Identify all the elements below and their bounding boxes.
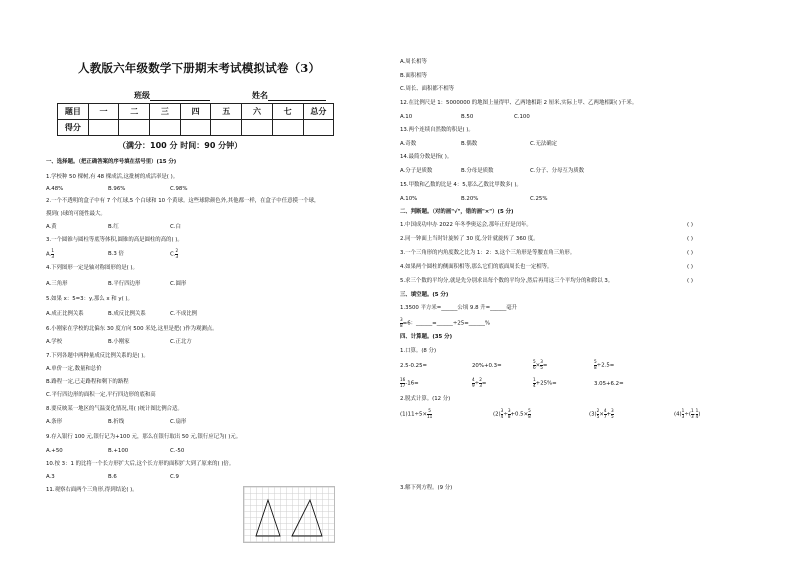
option[interactable]: B.50: [461, 114, 474, 120]
option[interactable]: A.10: [400, 114, 413, 120]
numerator: 1: [533, 377, 536, 382]
fraction: [696, 409, 699, 419]
calc-item[interactable]: (2) $\frac{3}{4}$ ÷ $\frac{3}{8}$ +0.5× $\frac{5}{8}$: [493, 408, 531, 419]
option[interactable]: C.9: [170, 474, 179, 480]
score-cell[interactable]: [180, 120, 211, 136]
header-cell: 四: [180, 104, 211, 120]
section-heading: 三、填空题。(5 分): [400, 292, 449, 298]
fraction: [51, 249, 54, 259]
fraction: [427, 409, 432, 419]
row-label: 得分: [58, 120, 89, 136]
score-table-header: [58, 104, 334, 120]
denominator: 6: [533, 364, 536, 370]
option[interactable]: B.平行四边形: [108, 281, 141, 287]
option[interactable]: C.分子、分母互为质数: [530, 168, 584, 174]
statement: 3.一个三角形的内角度数之比为 1：2：3,这个三角形是等腰直角三角形。: [400, 250, 576, 256]
numerator: 5: [528, 408, 531, 413]
fraction: [472, 378, 475, 388]
header-cell: 一: [88, 104, 119, 120]
question-text: 6.小刚家在学校的北偏东 30 度方向 500 米处,这里是把( )作为观测点。: [46, 326, 218, 332]
class-label: 班级: [134, 91, 150, 100]
option[interactable]: B.20%: [461, 196, 479, 202]
option-label: C.: [170, 251, 176, 258]
option[interactable]: B.+100: [108, 448, 129, 454]
triangle-right: [292, 500, 322, 536]
numerator: 2: [175, 248, 179, 253]
numerator: 3: [400, 317, 403, 322]
option[interactable]: A.3: [46, 474, 55, 480]
option-label: A.: [46, 251, 52, 258]
question-text: 8.要反映某一地区的气温变化情况,用( )统计图比例合适。: [46, 406, 183, 412]
denominator: 8: [594, 364, 597, 370]
option[interactable]: A.分子是质数: [400, 168, 433, 174]
score-cell[interactable]: [150, 120, 181, 136]
fraction: [528, 409, 531, 419]
statement: 1.中国成功申办 2022 年冬季奥运会,那年正好是闰年。: [400, 222, 532, 228]
numerator: 1: [51, 248, 54, 253]
denominator: 8: [507, 413, 511, 419]
denominator: 4: [533, 382, 536, 388]
score-cell[interactable]: [242, 120, 273, 136]
numerator: 3: [507, 408, 511, 413]
denominator: 3: [51, 253, 54, 259]
question-text: 3.一个圆锥与圆柱等底等体积,圆锥的高是圆柱的高的( )。: [46, 237, 183, 243]
answer-paren[interactable]: ( ): [687, 264, 693, 270]
option[interactable]: C.周长、面积都不相等: [400, 86, 454, 92]
score-cell[interactable]: [272, 120, 303, 136]
score-cell[interactable]: [211, 120, 242, 136]
equals: =: [542, 362, 548, 369]
class-field: [134, 90, 210, 101]
option[interactable]: [170, 249, 178, 259]
numerator: 2: [479, 377, 482, 382]
header-cell: 总分: [303, 104, 334, 120]
question-text: 2.一个不透明的盒子中有 7 个红球,5 个白球和 10 个黄球。这些球除颜色外,其他都一样，在盒子中任意摸一个球，: [46, 198, 320, 204]
option[interactable]: B.折线: [108, 419, 125, 425]
fraction: [611, 409, 614, 419]
option[interactable]: C.圆形: [170, 281, 187, 287]
option[interactable]: C.无法确定: [530, 141, 558, 147]
option[interactable]: C.100: [514, 114, 530, 120]
answer-paren[interactable]: ( ): [687, 250, 693, 256]
option[interactable]: B.红: [108, 224, 119, 230]
class-input[interactable]: [150, 92, 210, 101]
header-cell: 七: [272, 104, 303, 120]
option[interactable]: C.25%: [530, 196, 548, 202]
option[interactable]: B.分母是质数: [461, 168, 494, 174]
score-cell[interactable]: [303, 120, 334, 136]
option[interactable]: B.成反比例关系: [108, 311, 146, 317]
numerator: 2: [596, 408, 600, 413]
statement: 5.求三个数的平均分,就是先分别求出每个数的平均分,然后再用这三个平均分的和除以 3。: [400, 278, 614, 284]
equals: =: [481, 380, 487, 387]
fill-question[interactable]: 1.3500 平方米=______公顷 9.8 升=______毫升: [400, 305, 518, 311]
denominator: 5: [611, 413, 614, 419]
question-text: 摸到( )球的可能性最大。: [46, 211, 106, 217]
question-text: 4.下列图形一定是轴对称图形的是( )。: [46, 265, 138, 271]
numerator: 1: [695, 408, 699, 413]
option[interactable]: A.48%: [46, 186, 64, 192]
statement: 2.同一钟面上当时针旋转了 30 度,分针就旋转了 360 度。: [400, 236, 539, 242]
numerator: 3: [540, 359, 543, 364]
statement: 4.如果两个圆柱的侧面积相等,那么它们的底面周长也一定相等。: [400, 264, 553, 270]
answer-paren[interactable]: ( ): [687, 222, 693, 228]
option[interactable]: B.6: [108, 474, 117, 480]
oral-item[interactable]: 2.5-0.25=: [400, 363, 428, 369]
numerator: 3: [500, 408, 504, 413]
denominator: 3: [175, 253, 179, 259]
fill-text: =6：______=______÷25=______%: [402, 320, 491, 327]
numerator: 5: [533, 359, 536, 364]
answer-paren[interactable]: ( ): [687, 278, 693, 284]
denominator: 7: [603, 413, 607, 419]
calc-label: (3): [589, 411, 597, 418]
oral-item[interactable]: [400, 378, 419, 388]
option[interactable]: A.成正比例关系: [46, 311, 84, 317]
numerator: 16: [400, 377, 406, 382]
calc-label: (4): [674, 411, 682, 418]
score-table-row: [58, 120, 334, 136]
fraction: [682, 409, 685, 419]
denominator: 5: [540, 364, 543, 370]
section-heading: 二、判断题。（对的画"√"，错的画"×"）(5 分): [400, 209, 514, 215]
oral-item[interactable]: [533, 378, 557, 388]
header-cell: 题目: [58, 104, 89, 120]
option[interactable]: C.不成比例: [170, 311, 198, 317]
option[interactable]: A.+50: [46, 448, 63, 454]
name-input[interactable]: [268, 92, 326, 101]
name-field: [252, 90, 326, 101]
header-cell: 六: [242, 104, 273, 120]
denominator: 8: [528, 413, 531, 419]
header-cell: 二: [119, 104, 150, 120]
option[interactable]: A.三角形: [46, 281, 68, 287]
oral-text: -16=: [405, 380, 419, 387]
option[interactable]: A.条形: [46, 419, 63, 425]
triangle-grid-figure: [243, 486, 335, 543]
sub-question: 3.解下列方程。(9 分): [400, 485, 453, 491]
denominator: 8: [400, 322, 403, 328]
denominator: 4: [695, 413, 699, 419]
fraction: [597, 409, 600, 419]
calc-item[interactable]: (3) $\frac{2}{5}$ × $\frac{4}{7}$ + $\frac{3}{5}$: [589, 408, 614, 419]
option[interactable]: B.小刚家: [108, 339, 130, 345]
denominator: 4: [500, 413, 504, 419]
denominator: 5: [596, 413, 600, 419]
oral-item[interactable]: [594, 360, 614, 370]
section-heading: 四、计算题。(35 分): [400, 334, 453, 340]
fraction: [501, 409, 504, 419]
question-text: 12.在比例尺是 1：5000000 的地图上量得甲、乙两地相距 2 厘米,实际上甲、乙两地相距( )千米。: [400, 100, 638, 106]
oral-item[interactable]: 3.05+6.2=: [594, 381, 624, 387]
numerator: 4: [472, 377, 475, 382]
fraction: [604, 409, 607, 419]
score-cell[interactable]: [119, 120, 150, 136]
option[interactable]: B.偶数: [461, 141, 478, 147]
denominator: 9: [472, 382, 475, 388]
question-text: 10.按 3：1 的比将一个长方形扩大后,这个长方形的面积扩大到了原来的( )倍。: [46, 461, 235, 467]
denominator: 3: [479, 382, 482, 388]
score-table: [57, 103, 334, 136]
option[interactable]: C.98%: [170, 186, 188, 192]
option[interactable]: B.3 倍: [108, 251, 124, 257]
oral-item[interactable]: $\frac{5}{6}$ × $\frac{3}{5}$ =: [533, 359, 548, 370]
numerator: 4: [603, 408, 607, 413]
numerator: 1: [690, 408, 694, 413]
option[interactable]: C.白: [170, 224, 181, 230]
name-label: 姓名: [252, 91, 268, 100]
option[interactable]: B.面积相等: [400, 73, 427, 79]
option[interactable]: [46, 249, 54, 259]
calc-label: (2): [493, 411, 501, 418]
option[interactable]: A.10%: [400, 196, 418, 202]
question-text: 14.最简分数是指( )。: [400, 154, 453, 160]
numerator: 3: [611, 408, 614, 413]
triangles-drawing: [244, 487, 334, 542]
answer-paren[interactable]: ( ): [687, 236, 693, 242]
fraction: [691, 409, 694, 419]
denominator: 3: [681, 413, 685, 419]
question-text: 9.存入银行 100 元,银行记为+100 元，那么在银行取出 50 元,银行应记为( )元。: [46, 434, 242, 440]
denominator: 11: [426, 413, 433, 419]
score-cell[interactable]: [88, 120, 119, 136]
header-cell: 五: [211, 104, 242, 120]
fill-question[interactable]: [400, 318, 490, 328]
sub-question: 1.口算。(8 分): [400, 348, 437, 354]
numerator: 5: [428, 408, 431, 413]
fraction: [508, 409, 511, 419]
page-title: 人教版六年级数学下册期末考试模拟试卷（3）: [78, 61, 321, 75]
calc-item[interactable]: (4) $\frac{1}{3}$ ÷( $\frac{1}{3}$ - $\frac{1}{4}$ ): [674, 408, 701, 419]
exam-info: （满分：100 分 时间：90 分钟）: [118, 141, 243, 150]
question-text: 13.两个连续自然数的积是( )。: [400, 127, 474, 133]
oral-item[interactable]: 20%+0.3=: [472, 363, 502, 369]
denominator: 17: [400, 382, 406, 388]
option[interactable]: A.学校: [46, 339, 63, 345]
question-text: 1.学校种 50 棵树,有 48 棵成活,这批树的成活率是( )。: [46, 174, 179, 180]
sub-question: 2.脱式计算。(12 分): [400, 396, 451, 402]
oral-text: +25%=: [535, 380, 557, 387]
option[interactable]: C.正北方: [170, 339, 192, 345]
denominator: 3: [690, 413, 694, 419]
option[interactable]: C.-50: [170, 448, 185, 454]
numerator: 1: [681, 408, 685, 413]
option[interactable]: A.奇数: [400, 141, 417, 147]
triangle-left: [256, 500, 280, 536]
section-heading: 一、选择题。（把正确答案的序号填在括号里）(15 分): [46, 159, 177, 165]
oral-item[interactable]: $\frac{4}{9}$ ÷ $\frac{2}{3}$ =: [472, 377, 487, 388]
fraction: [175, 249, 178, 259]
option[interactable]: A.单价一定,数量和总价: [46, 366, 102, 372]
fraction: [533, 360, 536, 370]
option[interactable]: C.扇形: [170, 419, 187, 425]
numerator: 5: [594, 359, 597, 364]
option[interactable]: A.黄: [46, 224, 57, 230]
oral-text: ÷2.5=: [596, 362, 615, 369]
question-text: 7.下列各题中两种量成反比例关系的是( )。: [46, 353, 149, 359]
question-text: 15.甲数和乙数的比是 4：5,那么乙数比甲数多( )。: [400, 182, 522, 188]
header-cell: 三: [150, 104, 181, 120]
option[interactable]: A.周长相等: [400, 59, 427, 65]
calc-item[interactable]: (1)11÷5× $\frac{5}{11}$: [400, 408, 433, 419]
question-text: 11.观察右面两个三角形,得到结论( )。: [46, 487, 138, 493]
question-text: 5.如果 x：5=3：y,那么 x 和 y( )。: [46, 296, 133, 302]
option[interactable]: B.96%: [108, 186, 126, 192]
option[interactable]: B.路程一定,已走路程和剩下的路程: [46, 379, 129, 385]
calc-label: (1): [400, 411, 408, 418]
option[interactable]: C.平行四边形的面积一定,平行四边形的底和高: [46, 392, 156, 398]
